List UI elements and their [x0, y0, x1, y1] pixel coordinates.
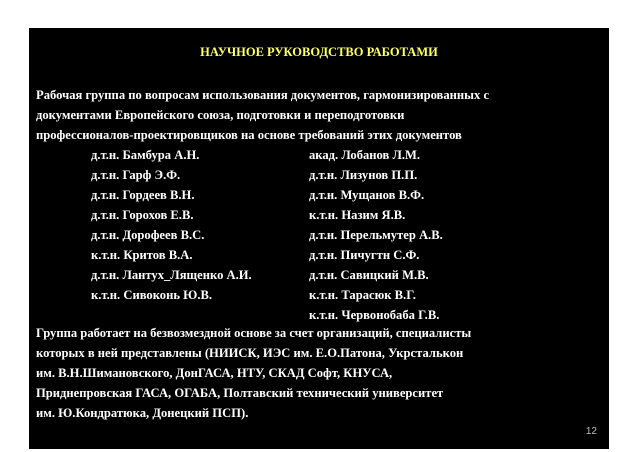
outro-line: которых в ней представлены (НИИСК, ИЭС им. Е.О.Патона, Укрсталькон [36, 346, 464, 360]
outro-line: им. Ю.Кондратюка, Донецкий ПСП). [36, 406, 249, 420]
intro-paragraph [36, 85, 489, 145]
name-entry: к.т.н. Критов В.А. [91, 248, 193, 262]
slide-title: НАУЧНОЕ РУКОВОДСТВО РАБОТАМИ [200, 45, 438, 59]
outro-line: Группа работает на безвозмездной основе за счет организаций, специалисты [36, 326, 472, 340]
name-entry: д.т.н. Дорофеев В.С. [91, 228, 205, 242]
name-entry: к.т.н. Назим Я.В. [309, 208, 406, 222]
intro-line: Рабочая группа по вопросам использования документов, гармонизированных с [36, 88, 490, 102]
name-entry: д.т.н. Лантух_Лященко А.И. [91, 268, 252, 282]
name-entry: к.т.н. Тарасюк В.Г. [309, 288, 416, 302]
outro-line: Приднепровская ГАСА, ОГАБА, Полтавский технический университет [36, 386, 444, 400]
intro-line: документами Европейского союза, подготовки и переподготовки [36, 108, 405, 122]
names-left-column [91, 145, 252, 305]
outro-paragraph [36, 323, 471, 423]
name-entry: д.т.н. Бамбура А.Н. [91, 148, 200, 162]
name-entry: к.т.н. Червонобаба Г.В. [309, 308, 440, 322]
name-entry: д.т.н. Лизунов П.П. [309, 168, 418, 182]
name-entry: д.т.н. Мущанов В.Ф. [309, 188, 425, 202]
slide-content-panel [29, 28, 609, 449]
outro-line: им. В.Н.Шимановского, ДонГАСА, НТУ, СКАД Софт, КНУСА, [36, 366, 393, 380]
name-entry: д.т.н. Гарф Э.Ф. [91, 168, 181, 182]
name-entry: к.т.н. Сивоконь Ю.В. [91, 288, 213, 302]
name-entry: д.т.н. Горохов Е.В. [91, 208, 194, 222]
names-right-column [309, 145, 443, 325]
name-entry: акад. Лобанов Л.М. [309, 148, 421, 162]
name-entry: д.т.н. Гордеев В.Н. [91, 188, 195, 202]
name-entry: д.т.н. Перельмутер А.В. [309, 228, 443, 242]
page-number: 12 [585, 426, 597, 437]
name-entry: д.т.н. Пичугтн С.Ф. [309, 248, 420, 262]
name-entry: д.т.н. Савицкий М.В. [309, 268, 429, 282]
intro-line: профессионалов-проектировщиков на основе требований этих документов [36, 128, 462, 142]
